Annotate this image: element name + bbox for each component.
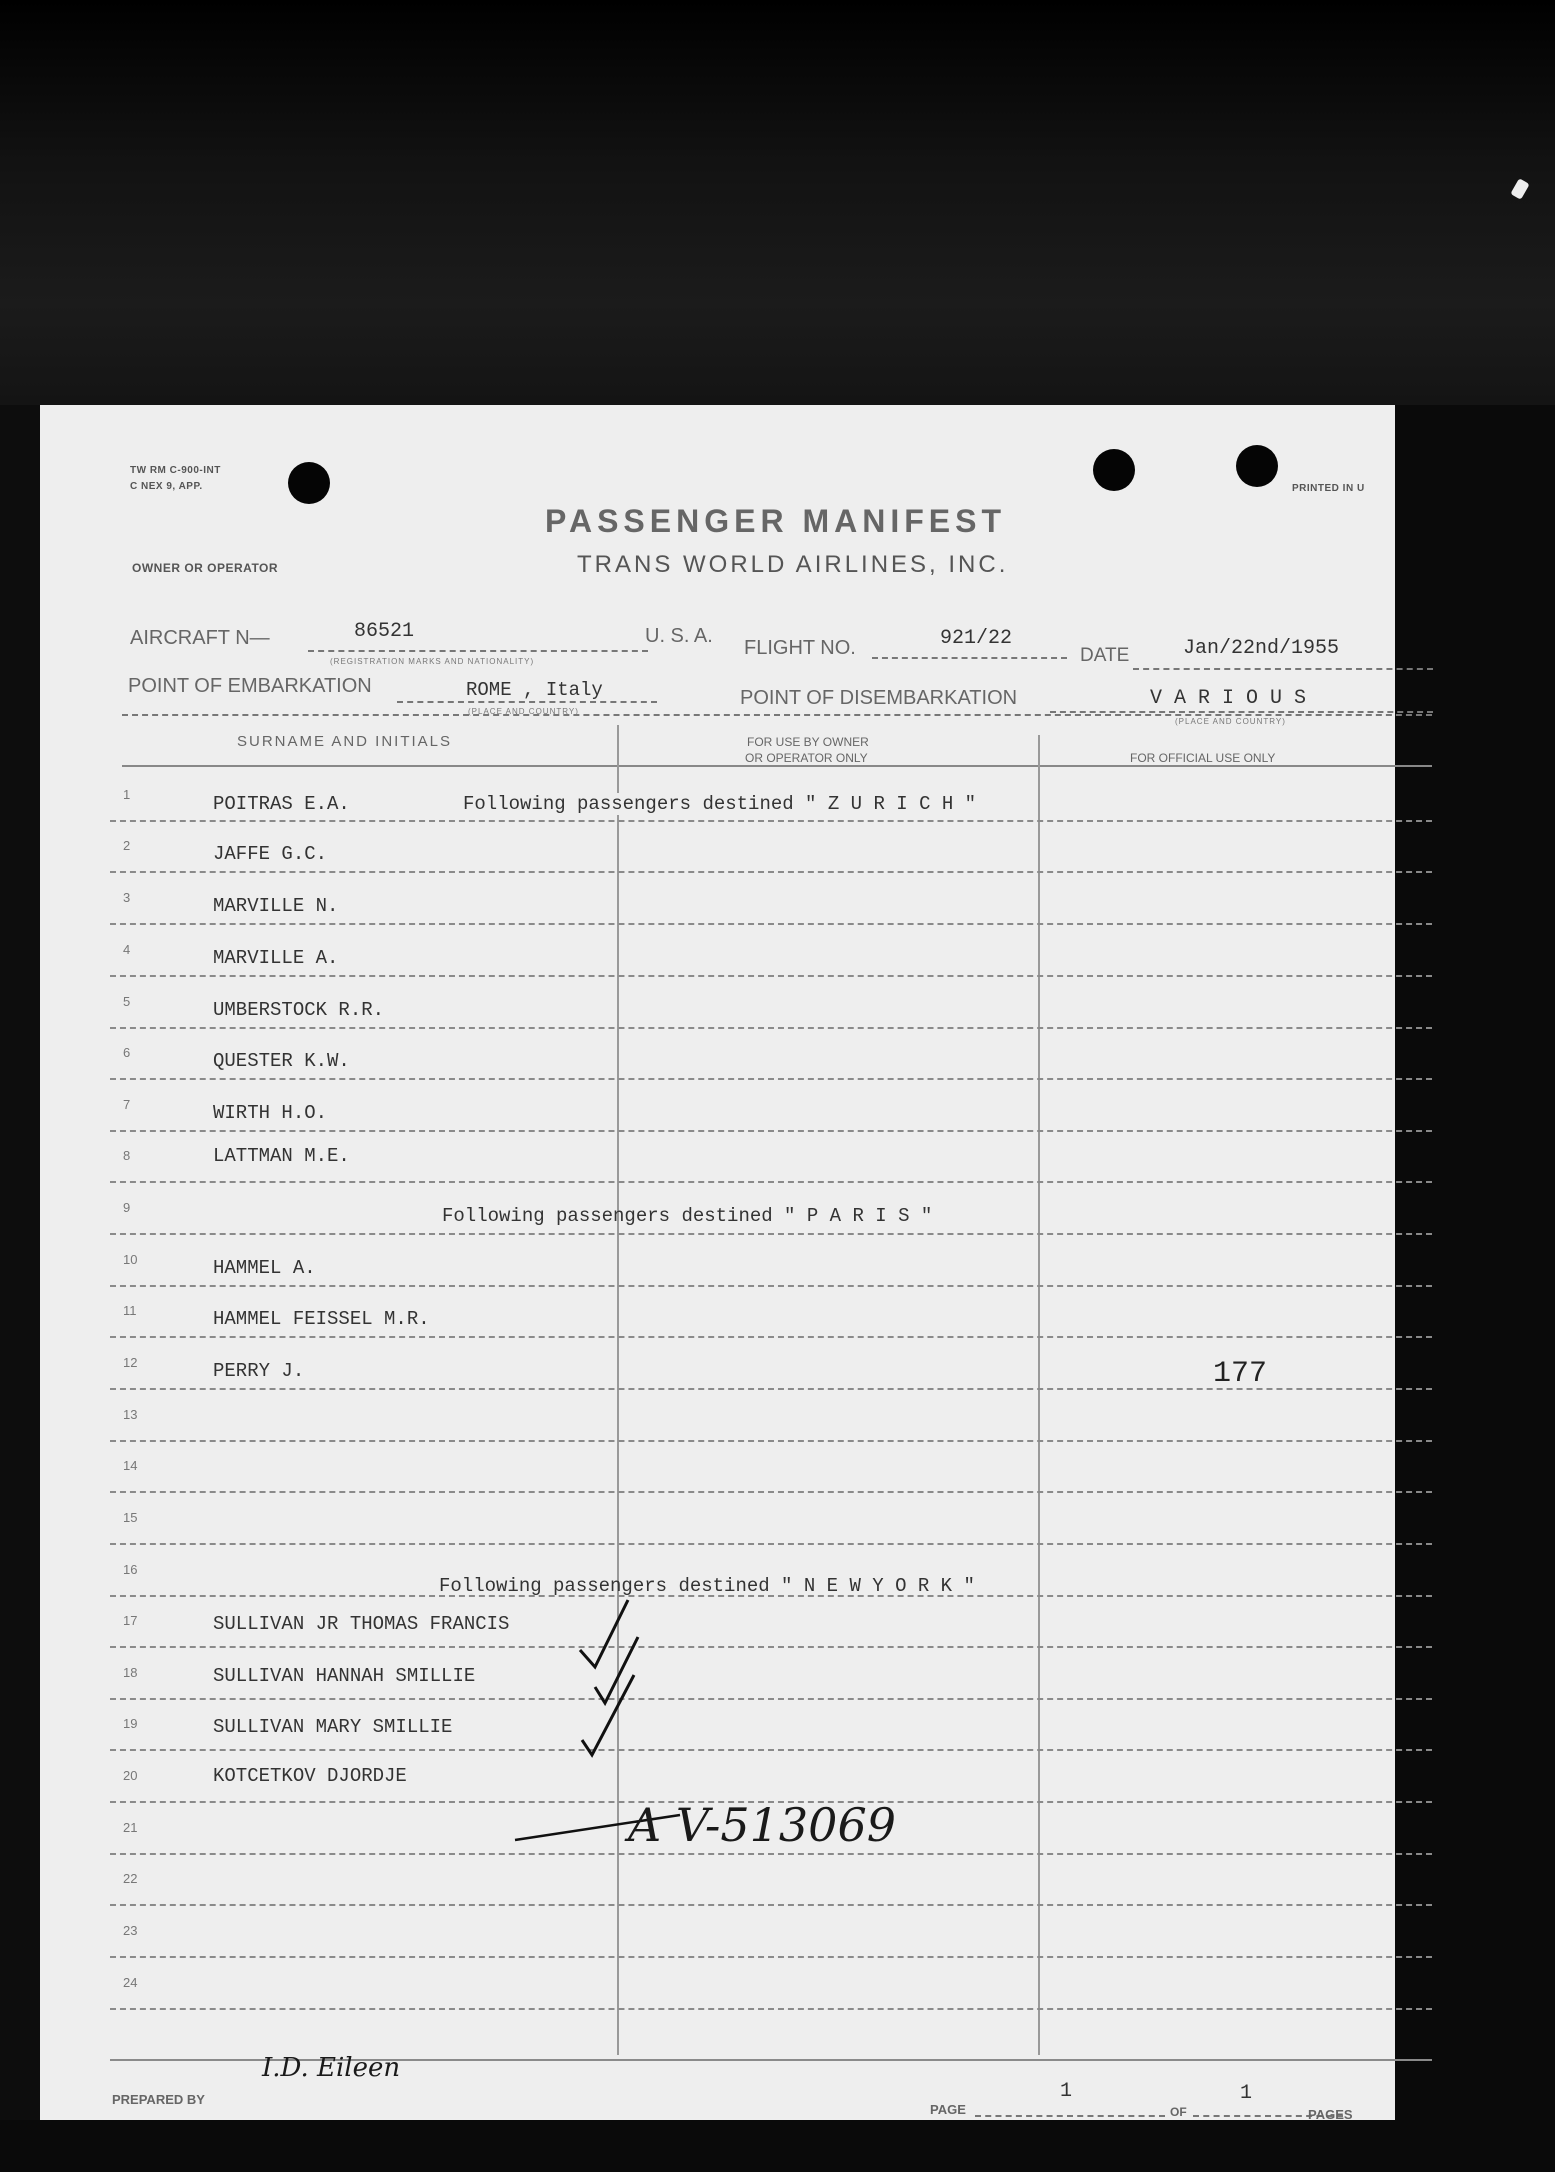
row-rule bbox=[110, 1853, 1432, 1855]
row-rule bbox=[110, 871, 1432, 873]
passenger-name: POITRAS E.A. bbox=[213, 793, 350, 815]
row-number: 12 bbox=[123, 1355, 138, 1370]
passenger-name: MARVILLE N. bbox=[213, 895, 339, 917]
col-owner-header-2: OR OPERATOR ONLY bbox=[745, 751, 868, 765]
note-paris: Following passengers destined " P A R I S " bbox=[442, 1205, 933, 1227]
scan-background-right bbox=[1395, 405, 1555, 2172]
col-owner-header-1: FOR USE BY OWNER bbox=[747, 735, 869, 749]
passenger-name: HAMMEL A. bbox=[213, 1257, 316, 1279]
row-rule bbox=[110, 1698, 1432, 1700]
passenger-name: LATTMAN M.E. bbox=[213, 1145, 350, 1167]
scan-background-top bbox=[0, 0, 1555, 405]
row-rule bbox=[110, 1181, 1432, 1183]
passenger-name: SULLIVAN JR THOMAS FRANCIS bbox=[213, 1613, 510, 1635]
date-value: Jan/22nd/1955 bbox=[1183, 637, 1340, 660]
row-rule bbox=[110, 1440, 1432, 1442]
column-divider-2 bbox=[1038, 735, 1040, 2055]
row-rule bbox=[110, 1956, 1432, 1958]
row-number: 15 bbox=[123, 1510, 138, 1525]
row-number: 24 bbox=[123, 1975, 138, 1990]
punch-hole-left bbox=[288, 462, 330, 504]
form-code-line2: C NEX 9, APP. bbox=[130, 481, 203, 492]
row-number: 2 bbox=[123, 838, 131, 853]
row-rule bbox=[110, 923, 1432, 925]
disembark-value: V A R I O U S bbox=[1150, 687, 1307, 710]
row-number: 19 bbox=[123, 1716, 138, 1731]
passenger-name: MARVILLE A. bbox=[213, 947, 339, 969]
row-number: 13 bbox=[123, 1407, 138, 1422]
row-rule bbox=[110, 2008, 1432, 2010]
header-rule-top bbox=[122, 714, 1432, 716]
row-number: 21 bbox=[123, 1820, 138, 1835]
row-number: 22 bbox=[123, 1871, 138, 1886]
row-rule bbox=[110, 1543, 1432, 1545]
note-zurich: Following passengers destined " Z U R I C H " bbox=[463, 793, 977, 815]
manifest-sheet bbox=[40, 405, 1395, 2120]
row-number: 17 bbox=[123, 1613, 138, 1628]
header-rule-bottom bbox=[122, 765, 1432, 767]
passenger-name: KOTCETKOV DJORDJE bbox=[213, 1765, 407, 1787]
flight-label: FLIGHT NO. bbox=[744, 637, 856, 659]
passenger-name: WIRTH H.O. bbox=[213, 1102, 328, 1124]
row-rule bbox=[110, 1904, 1432, 1906]
form-code-line1: TW RM C-900-INT bbox=[130, 465, 221, 476]
row-number: 16 bbox=[123, 1562, 138, 1577]
row-number: 18 bbox=[123, 1665, 138, 1680]
passenger-name: JAFFE G.C. bbox=[213, 843, 328, 865]
disembark-caption: (PLACE AND COUNTRY) bbox=[1175, 717, 1286, 726]
row-rule bbox=[110, 1336, 1432, 1338]
page-value: 1 bbox=[1060, 2080, 1073, 2103]
page-underline bbox=[975, 2115, 1165, 2117]
printed-in-note: PRINTED IN U bbox=[1292, 483, 1365, 494]
row-number: 1 bbox=[123, 787, 131, 802]
row-rule bbox=[110, 1130, 1432, 1132]
row-rule bbox=[110, 1233, 1432, 1235]
note-newyork: Following passengers destined " N E W Y O R K " bbox=[439, 1575, 975, 1597]
row-number: 23 bbox=[123, 1923, 138, 1938]
flight-underline bbox=[872, 657, 1067, 659]
row-number: 4 bbox=[123, 942, 131, 957]
pages-label: PAGES bbox=[1308, 2107, 1353, 2122]
check-mark-icon bbox=[595, 1637, 638, 1703]
row-rule bbox=[110, 1027, 1432, 1029]
row-number: 10 bbox=[123, 1252, 138, 1267]
row-rule bbox=[110, 1646, 1432, 1648]
row-rule bbox=[110, 820, 1432, 822]
page-label: PAGE bbox=[930, 2102, 966, 2117]
row-rule bbox=[110, 1491, 1432, 1493]
scan-background-bottom bbox=[0, 2120, 1555, 2172]
passenger-name: PERRY J. bbox=[213, 1360, 305, 1382]
row-number: 7 bbox=[123, 1097, 131, 1112]
passenger-name: QUESTER K.W. bbox=[213, 1050, 350, 1072]
airline-name: TRANS WORLD AIRLINES, INC. bbox=[577, 551, 1009, 578]
passenger-name: SULLIVAN HANNAH SMILLIE bbox=[213, 1665, 476, 1687]
punch-hole-right bbox=[1236, 445, 1278, 487]
manifest-title: PASSENGER MANIFEST bbox=[545, 503, 1006, 539]
embark-caption: (PLACE AND COUNTRY) bbox=[468, 707, 579, 716]
row-number: 20 bbox=[123, 1768, 138, 1783]
aircraft-underline bbox=[308, 650, 648, 652]
row-number: 11 bbox=[123, 1303, 137, 1318]
row-number: 3 bbox=[123, 890, 131, 905]
check-mark-icon bbox=[580, 1600, 628, 1667]
col-surname-header: SURNAME AND INITIALS bbox=[237, 733, 453, 750]
aircraft-caption: (REGISTRATION MARKS AND NATIONALITY) bbox=[330, 657, 535, 666]
aircraft-value: 86521 bbox=[354, 620, 415, 643]
date-label: DATE bbox=[1080, 645, 1130, 666]
check-mark-icon bbox=[582, 1675, 634, 1755]
prepared-by-signature: I.D. Eileen bbox=[262, 2053, 401, 2083]
prepared-by-label: PREPARED BY bbox=[112, 2092, 205, 2107]
date-underline bbox=[1133, 668, 1433, 670]
passenger-name: UMBERSTOCK R.R. bbox=[213, 999, 385, 1021]
aircraft-label: AIRCRAFT N— bbox=[130, 627, 270, 649]
row-number: 14 bbox=[123, 1458, 138, 1473]
disembark-label: POINT OF DISEMBARKATION bbox=[740, 687, 1018, 709]
handwritten-visa-note: A V-513069 bbox=[628, 1798, 896, 1852]
embark-value: ROME , Italy bbox=[466, 679, 603, 701]
of-label: OF bbox=[1170, 2105, 1187, 2119]
flight-value: 921/22 bbox=[940, 627, 1013, 650]
col-official-header: FOR OFFICIAL USE ONLY bbox=[1130, 751, 1276, 765]
row-rule bbox=[110, 975, 1432, 977]
official-number: 177 bbox=[1213, 1357, 1268, 1391]
punch-hole-middle bbox=[1093, 449, 1135, 491]
row-rule bbox=[110, 1078, 1432, 1080]
passenger-name: HAMMEL FEISSEL M.R. bbox=[213, 1308, 430, 1330]
owner-label: OWNER OR OPERATOR bbox=[132, 561, 279, 575]
of-value: 1 bbox=[1240, 2082, 1253, 2105]
row-rule bbox=[110, 1749, 1432, 1751]
embark-label: POINT OF EMBARKATION bbox=[128, 675, 372, 697]
nationality: U. S. A. bbox=[645, 625, 713, 647]
row-rule bbox=[110, 1285, 1432, 1287]
passenger-name: SULLIVAN MARY SMILLIE bbox=[213, 1716, 453, 1738]
row-number: 5 bbox=[123, 994, 131, 1009]
row-number: 6 bbox=[123, 1045, 131, 1060]
embark-underline bbox=[397, 701, 657, 703]
row-number: 9 bbox=[123, 1200, 131, 1215]
disembark-underline bbox=[1050, 711, 1433, 713]
row-number: 8 bbox=[123, 1148, 131, 1163]
